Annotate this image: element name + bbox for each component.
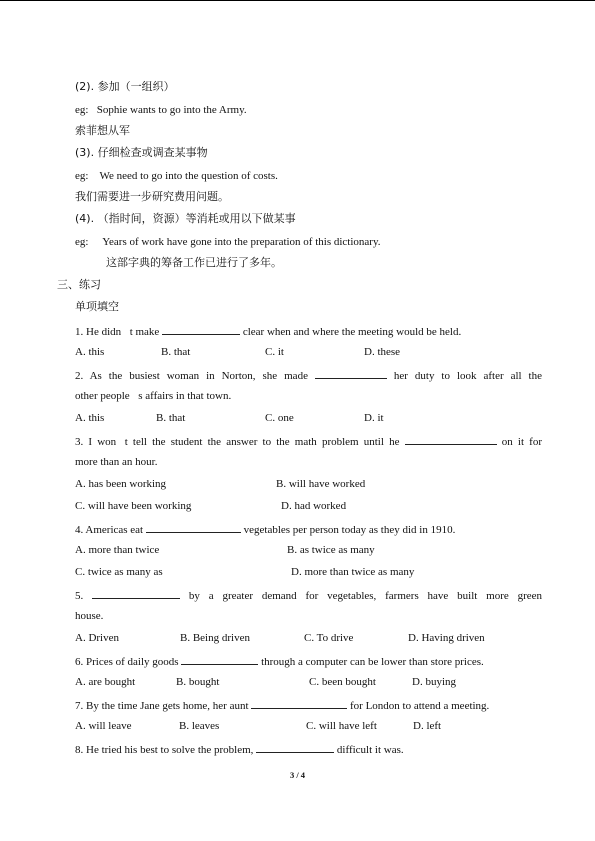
question-5 (75, 587, 542, 603)
option-c: C. twice as many as (75, 566, 163, 578)
question-text: 4. Americas eat (75, 524, 146, 536)
answer-blank (181, 653, 258, 665)
item-2-heading: (2). 参加（一组织） (75, 80, 175, 93)
option-a: A. this (75, 412, 105, 424)
option-a: A. more than twice (75, 544, 160, 556)
item-4-heading: (4). （指时间，资源）等消耗或用以下做某事 (75, 212, 296, 225)
option-b: B. leaves (179, 720, 220, 732)
page-top-rule (0, 0, 595, 1)
question-text: 1. He didn t make (75, 326, 163, 338)
question-5-cont: house. (75, 610, 104, 622)
item-2-example (75, 103, 247, 117)
question-text: on it for (496, 436, 542, 448)
question-text: through a computer can be lower than store prices. (258, 656, 484, 668)
answer-blank (146, 521, 241, 533)
option-b: B. bought (176, 676, 220, 688)
option-d: D. it (364, 412, 384, 424)
option-a: A. Driven (75, 632, 119, 644)
question-text: by a greater demand for vegetables, farmers have built more green (180, 590, 543, 602)
option-a: A. will leave (75, 720, 132, 732)
option-b: B. that (161, 346, 191, 358)
answer-blank (256, 741, 334, 753)
answer-blank (251, 697, 347, 709)
section-title: 三、练习 (57, 278, 101, 291)
item-3-example (75, 169, 278, 183)
option-c: C. will have been working (75, 500, 192, 512)
answer-blank (162, 323, 240, 335)
question-text: 5. (75, 590, 93, 602)
option-b: B. as twice as many (287, 544, 375, 556)
option-d: D. these (364, 346, 401, 358)
option-b: B. Being driven (180, 632, 250, 644)
option-c: C. it (265, 346, 284, 358)
option-c: C. been bought (309, 676, 376, 688)
example-sentence: We need to go into the question of costs. (99, 170, 278, 182)
question-1 (75, 323, 461, 339)
option-b: B. will have worked (276, 478, 366, 490)
option-b: B. that (156, 412, 186, 424)
option-c: C. will have left (306, 720, 377, 732)
option-c: C. To drive (304, 632, 354, 644)
item-4-translation: 这部字典的筹备工作已进行了多年。 (106, 256, 282, 269)
option-d: D. left (413, 720, 442, 732)
eg-label: eg: (75, 104, 89, 116)
question-text: 3. I won t tell the student the answer to the math problem until he (75, 436, 405, 448)
question-text: her duty to look after all the (386, 370, 542, 382)
option-d: D. more than twice as many (291, 566, 415, 578)
eg-label: eg: (75, 236, 89, 248)
item-3-translation: 我们需要进一步研究费用问题。 (75, 190, 229, 203)
section-subtitle: 单项填空 (75, 300, 119, 313)
question-text: 8. He tried his best to solve the problem, (75, 744, 257, 756)
question-8 (75, 741, 404, 757)
answer-blank (315, 367, 387, 379)
question-3-cont: more than an hour. (75, 456, 158, 468)
question-4 (75, 521, 455, 537)
page-number: 3 / 4 (289, 770, 306, 780)
question-text: difficult it was. (334, 744, 404, 756)
question-text: for London to attend a meeting. (347, 700, 490, 712)
item-3-heading: (3). 仔细检查或调查某事物 (75, 146, 208, 159)
question-text: 6. Prices of daily goods (75, 656, 182, 668)
question-text: vegetables per person today as they did in 1910. (240, 524, 456, 536)
item-4-example (75, 235, 381, 249)
option-a: A. has been working (75, 478, 167, 490)
example-sentence: Sophie wants to go into the Army. (96, 104, 247, 116)
question-7 (75, 697, 489, 713)
question-2-cont: other people s affairs in that town. (75, 390, 232, 402)
answer-blank (405, 433, 497, 445)
option-d: D. Having driven (408, 632, 485, 644)
question-2 (75, 367, 542, 383)
option-c: C. one (265, 412, 294, 424)
option-d: D. buying (412, 676, 456, 688)
answer-blank (92, 587, 180, 599)
option-d: D. had worked (281, 500, 347, 512)
question-6 (75, 653, 484, 669)
option-a: A. are bought (75, 676, 136, 688)
question-3 (75, 433, 542, 449)
item-2-translation: 索菲想从军 (75, 124, 130, 137)
example-sentence: Years of work have gone into the preparation of this dictionary. (102, 236, 381, 248)
question-text: 2. As the busiest woman in Norton, she made (75, 370, 315, 382)
eg-label: eg: (75, 170, 89, 182)
question-text: clear when and where the meeting would be held. (240, 326, 462, 338)
option-a: A. this (75, 346, 105, 358)
question-text: 7. By the time Jane gets home, her aunt (75, 700, 252, 712)
